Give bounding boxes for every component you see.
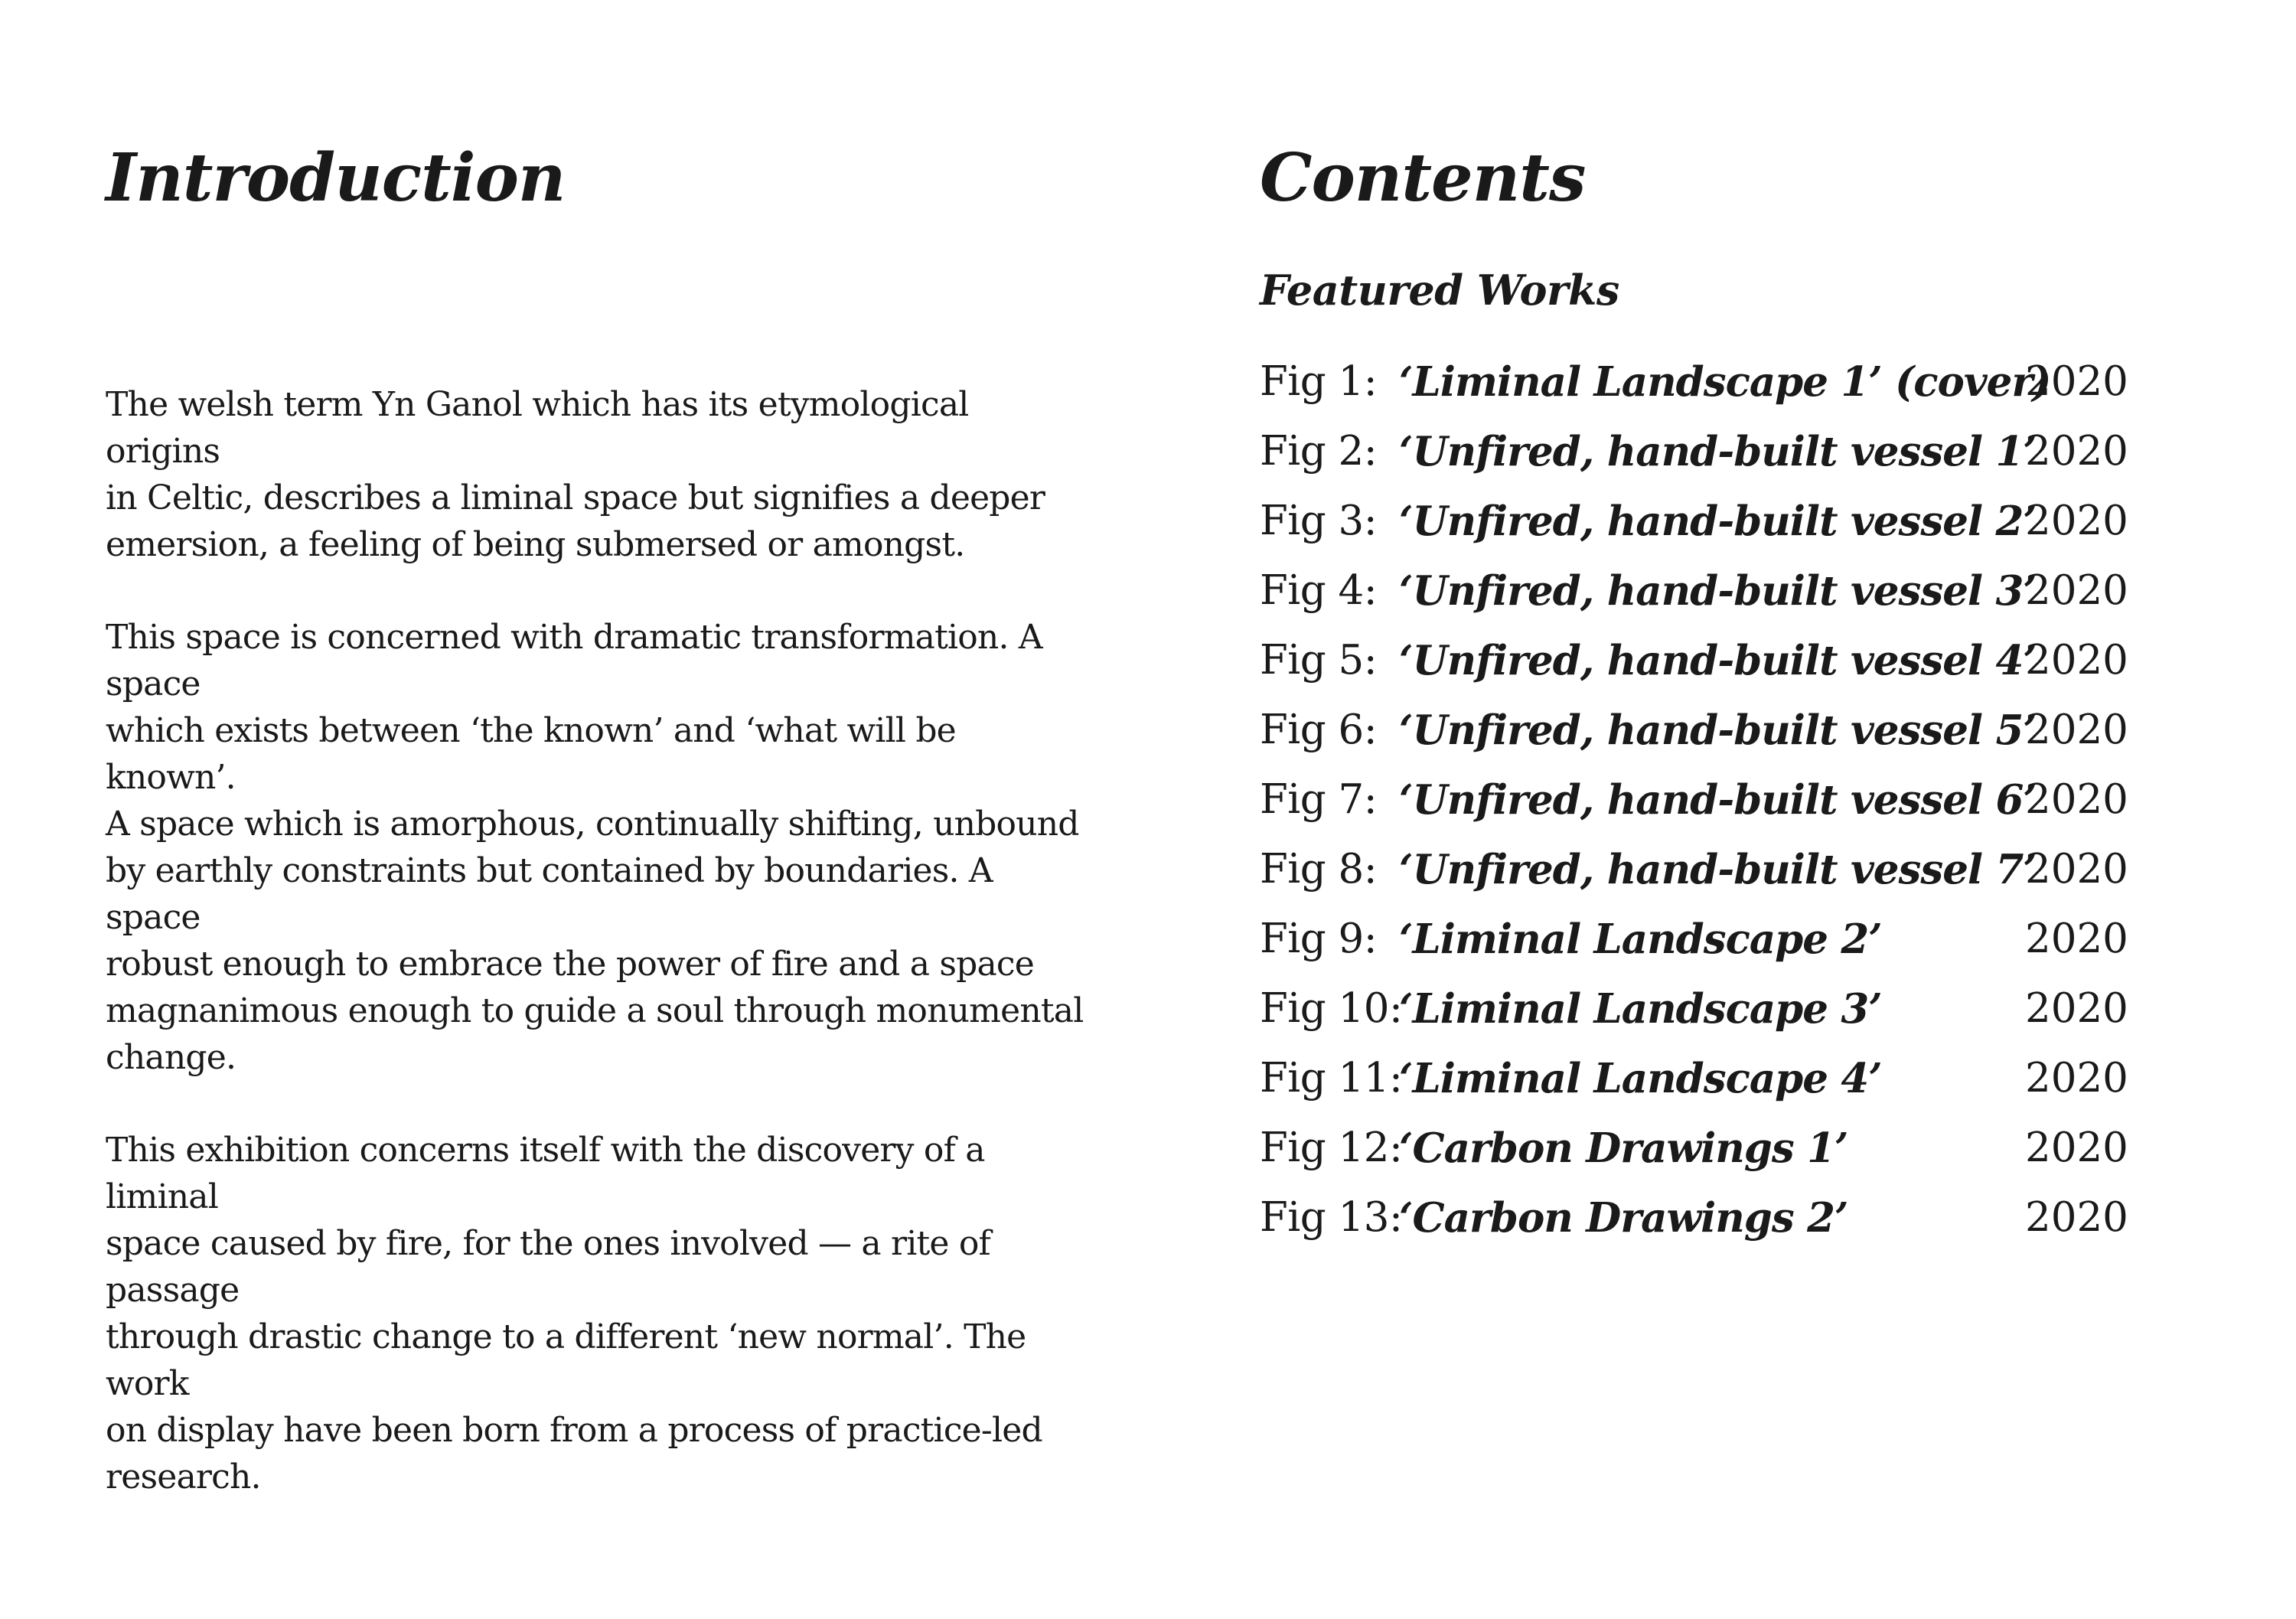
intro-paragraph-3: This exhibition concerns itself with the discovery of a liminal space caused by fire, for the ones involved — a rite of passage through drastic change to a different ‘new normal’. The work on display have been born from a process of practice-led research.: [106, 1131, 1042, 1497]
figure-title: ‘Unfired, hand-built vessel 2’: [1399, 498, 2037, 545]
contents-page: [1148, 0, 2296, 1619]
figure-number: Fig 12:: [1260, 1124, 1403, 1171]
figure-entry: [1260, 493, 2178, 563]
contents-heading: Contents: [1260, 139, 1586, 217]
figure-year: 2020: [2025, 1055, 2128, 1102]
figure-year: 2020: [2025, 1194, 2128, 1241]
figure-entry: [1260, 981, 2178, 1050]
figure-entry: [1260, 632, 2178, 702]
figure-title: ‘Unfired, hand-built vessel 6’: [1399, 776, 2037, 824]
figure-list: [1260, 354, 2178, 1259]
featured-works-subheading: Featured Works: [1260, 266, 1619, 315]
figure-entry: [1260, 772, 2178, 841]
figure-title: ‘Liminal Landscape 2’: [1399, 916, 1882, 963]
figure-number: Fig 5:: [1260, 637, 1378, 684]
figure-number: Fig 6:: [1260, 707, 1378, 753]
figure-entry: [1260, 423, 2178, 493]
figure-year: 2020: [2025, 776, 2128, 823]
figure-year: 2020: [2025, 846, 2128, 893]
figure-year: 2020: [2025, 567, 2128, 614]
figure-number: Fig 10:: [1260, 985, 1403, 1032]
intro-paragraph-2: This space is concerned with dramatic transformation. A space which exists between ‘the known’ and ‘what will be known’. A space which is amorphous, continually shifting, unbound by earthly constraints but contained by boundaries. A space robust enough to embrace the power of fire and a space magnanimous enough to guide a soul through monumental change.: [106, 618, 1084, 1077]
figure-number: Fig 2:: [1260, 428, 1378, 475]
figure-title: ‘Unfired, hand-built vessel 3’: [1399, 567, 2037, 615]
figure-year: 2020: [2025, 1124, 2128, 1171]
figure-title: ‘Carbon Drawings 2’: [1399, 1194, 1848, 1242]
introduction-heading: Introduction: [106, 139, 566, 217]
figure-number: Fig 3:: [1260, 498, 1378, 544]
figure-title: ‘Unfired, hand-built vessel 5’: [1399, 707, 2037, 754]
figure-number: Fig 13:: [1260, 1194, 1403, 1241]
figure-title: ‘Carbon Drawings 1’: [1399, 1124, 1848, 1172]
figure-number: Fig 4:: [1260, 567, 1378, 614]
figure-number: Fig 11:: [1260, 1055, 1403, 1102]
figure-title: ‘Unfired, hand-built vessel 4’: [1399, 637, 2037, 684]
figure-title: ‘Liminal Landscape 1’ (cover): [1399, 358, 2051, 406]
figure-entry: [1260, 911, 2178, 981]
figure-year: 2020: [2025, 985, 2128, 1032]
figure-entry: [1260, 1120, 2178, 1190]
figure-title: ‘Liminal Landscape 4’: [1399, 1055, 1882, 1102]
figure-entry: [1260, 1050, 2178, 1120]
figure-year: 2020: [2025, 916, 2128, 962]
figure-number: Fig 8:: [1260, 846, 1378, 893]
figure-title: ‘Liminal Landscape 3’: [1399, 985, 1882, 1033]
figure-entry: [1260, 354, 2178, 423]
figure-title: ‘Unfired, hand-built vessel 1’: [1399, 428, 2037, 475]
figure-year: 2020: [2025, 498, 2128, 544]
figure-entry: [1260, 563, 2178, 632]
figure-year: 2020: [2025, 637, 2128, 684]
figure-number: Fig 1:: [1260, 358, 1378, 405]
introduction-body: [106, 381, 1085, 1546]
figure-entry: [1260, 841, 2178, 911]
figure-year: 2020: [2025, 707, 2128, 753]
figure-year: 2020: [2025, 428, 2128, 475]
figure-number: Fig 9:: [1260, 916, 1378, 962]
figure-year: 2020: [2025, 358, 2128, 405]
figure-number: Fig 7:: [1260, 776, 1378, 823]
figure-entry: [1260, 1190, 2178, 1259]
figure-title: ‘Unfired, hand-built vessel 7’: [1399, 846, 2037, 893]
figure-entry: [1260, 702, 2178, 772]
intro-paragraph-1: The welsh term Yn Ganol which has its etymological origins in Celtic, describes a liminal space but signifies a deeper emersion, a feeling of being submersed or amongst.: [106, 385, 1045, 564]
